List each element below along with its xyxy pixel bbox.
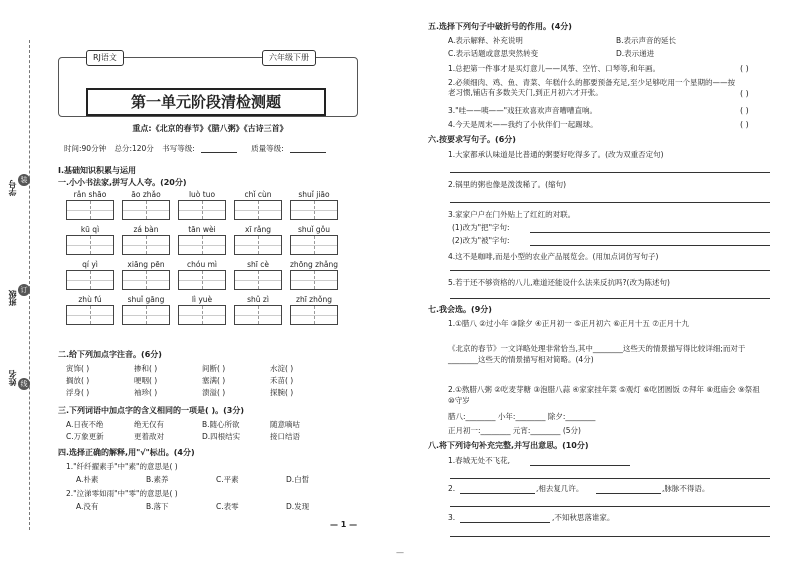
q4-heading: 四.选择正确的解释,用"√"标出。(4分) bbox=[58, 448, 195, 457]
q4-1-option[interactable]: A.朴素 bbox=[76, 475, 99, 484]
char-boxes[interactable] bbox=[234, 270, 282, 290]
writing-grade-field[interactable] bbox=[201, 145, 237, 153]
q5-answer-paren[interactable]: ( ) bbox=[740, 120, 749, 129]
right-page bbox=[420, 0, 794, 562]
pinyin-label: luò tuo bbox=[188, 190, 216, 199]
q3-option-pair: 绝无仅有 bbox=[134, 420, 164, 429]
q2-item[interactable]: 溃溢( ) bbox=[202, 388, 226, 397]
q4-1-question: 1."纤纤擢素手"中"素"的意思是( ) bbox=[66, 462, 178, 471]
q5-answer-paren[interactable]: ( ) bbox=[740, 89, 749, 98]
page-number: — 1 — bbox=[330, 520, 358, 529]
pinyin-label: kū qì bbox=[80, 225, 100, 234]
q4-2-option[interactable]: B.落下 bbox=[146, 502, 169, 511]
q5-item: 4.今天是周末——我约了小伙伴们一起踢球。 bbox=[448, 120, 598, 129]
q8-meaning-line[interactable] bbox=[450, 478, 770, 479]
q4-2-option[interactable]: A.没有 bbox=[76, 502, 99, 511]
q4-1-options bbox=[76, 475, 356, 484]
q6-item: 2.锅里的粥也像是泼泼稀了。(缩句) bbox=[448, 180, 567, 189]
student-no-label: 学号 bbox=[8, 180, 17, 196]
q3-option[interactable]: B.随心所欲 bbox=[202, 420, 240, 429]
q2-items bbox=[66, 364, 338, 397]
q7-fill-2[interactable]: 正月初一:________ 元宵:________ (5分) bbox=[448, 426, 581, 435]
q2-item[interactable]: 哽咽( ) bbox=[134, 376, 158, 385]
q5-option-a: A.表示解释、补充说明 bbox=[448, 36, 523, 45]
time-info: 时间:90分钟 bbox=[64, 144, 107, 153]
pinyin-label: chóu mì bbox=[187, 260, 217, 269]
q8-line-2-mid: ,相去复几许。 bbox=[536, 484, 584, 493]
q2-item[interactable]: 塞满( ) bbox=[202, 376, 226, 385]
char-boxes[interactable] bbox=[122, 270, 170, 290]
char-boxes[interactable] bbox=[290, 235, 338, 255]
q6-item: 1.大家都承认味道是比普通的粥要好吃得多了。(改为双重否定句) bbox=[448, 150, 664, 159]
fold-mark: — bbox=[396, 548, 404, 557]
q7-list-1: 1.①腊八 ②过小年 ③除夕 ④正月初一 ⑤正月初六 ⑥正月十五 ⑦正月十九 bbox=[448, 319, 690, 328]
pinyin-label: shī cè bbox=[247, 260, 269, 269]
q7-list-2: 2.①熬腊八粥 ②吃麦芽糖 ③泡腊八蒜 ④家家挂年菜 ⑤观灯 ⑥吃团圆饭 ⑦拜年 ⑧逛庙会 ⑨祭祖 ⑩守岁 bbox=[448, 385, 760, 406]
q8-line-2-end: ,脉脉不得语。 bbox=[662, 484, 710, 493]
q8-line-1: 1.春城无处不飞花, bbox=[448, 456, 511, 465]
pinyin-label: zhī zhǒng bbox=[296, 295, 332, 304]
q8-blank[interactable] bbox=[460, 493, 535, 494]
binding-dot-bot: 线 bbox=[18, 378, 30, 390]
binding-dot-mid: 订 bbox=[18, 284, 30, 296]
q1-heading: 一.小小书法家,拼写人人夸。(20分) bbox=[58, 178, 187, 187]
q3-options bbox=[66, 420, 338, 441]
q3-option-pair: 更着敌对 bbox=[134, 432, 164, 441]
part1-heading: Ⅰ.基础知识积累与运用 bbox=[58, 166, 137, 175]
q2-item[interactable]: 浮身( ) bbox=[66, 388, 90, 397]
q3-heading: 三.下列词语中加点字的含义相同的一项是( )。(3分) bbox=[58, 406, 245, 415]
pinyin-row bbox=[66, 295, 346, 325]
q2-item[interactable]: 掺和( ) bbox=[134, 364, 158, 373]
q4-1-option[interactable]: B.素养 bbox=[146, 475, 169, 484]
char-boxes[interactable] bbox=[66, 200, 114, 220]
char-boxes[interactable] bbox=[66, 270, 114, 290]
pinyin-grid bbox=[66, 190, 346, 330]
q2-item[interactable]: 探腕( ) bbox=[270, 388, 294, 397]
q8-blank[interactable] bbox=[530, 465, 630, 466]
writing-grade: 书写等级: bbox=[162, 144, 195, 153]
pinyin-label: rǎn shāo bbox=[73, 190, 107, 199]
subject-tag: RJ语文 bbox=[86, 50, 124, 66]
pinyin-label: shǔ zì bbox=[247, 295, 269, 304]
pinyin-row bbox=[66, 260, 346, 290]
q2-item[interactable]: 禾苗( ) bbox=[270, 376, 294, 385]
char-boxes[interactable] bbox=[234, 305, 282, 325]
q3-option-pair: 接口结语 bbox=[270, 432, 300, 441]
class-label: 班级 bbox=[8, 290, 17, 306]
pinyin-label: shuǐ jiāo bbox=[298, 190, 330, 199]
q8-line-3-end: ,不知秋思落谁家。 bbox=[552, 513, 615, 522]
pinyin-label: lì yuè bbox=[191, 295, 213, 304]
q2-item[interactable]: 袖珍( ) bbox=[134, 388, 158, 397]
char-boxes[interactable] bbox=[122, 305, 170, 325]
q5-option-c: C.表示话题或意思突然转变 bbox=[448, 49, 539, 58]
name-label: 姓名 bbox=[8, 370, 17, 386]
char-boxes[interactable] bbox=[178, 305, 226, 325]
pinyin-row bbox=[66, 190, 346, 220]
meta-line bbox=[64, 144, 364, 153]
q5-option-b: B.表示声音的延长 bbox=[616, 36, 677, 45]
char-boxes[interactable] bbox=[234, 200, 282, 220]
pinyin-label: āo zhǎo bbox=[131, 190, 161, 199]
q8-blank[interactable] bbox=[596, 493, 661, 494]
pinyin-label: xiāng pēn bbox=[127, 260, 165, 269]
q2-item[interactable]: 间断( ) bbox=[202, 364, 226, 373]
q6-subitem: (2)改为"被"字句: bbox=[452, 236, 510, 245]
q8-meaning-line[interactable] bbox=[450, 536, 770, 537]
q5-answer-paren[interactable]: ( ) bbox=[740, 106, 749, 115]
q4-2-option[interactable]: D.发现 bbox=[286, 502, 310, 511]
q2-item[interactable]: 搁放( ) bbox=[66, 376, 90, 385]
q2-heading: 二.给下列加点字注音。(6分) bbox=[58, 350, 162, 359]
q4-2-option[interactable]: C.表零 bbox=[216, 502, 239, 511]
pinyin-row bbox=[66, 225, 346, 255]
q5-answer-paren[interactable]: ( ) bbox=[740, 64, 749, 73]
q3-option[interactable]: D.四根结实 bbox=[202, 432, 241, 441]
q8-heading: 八.将下列诗句补充完整,并写出意思。(10分) bbox=[428, 441, 589, 450]
char-boxes[interactable] bbox=[122, 200, 170, 220]
char-boxes[interactable] bbox=[290, 305, 338, 325]
q5-option-d: D.表示递进 bbox=[616, 49, 655, 58]
q4-1-option[interactable]: D.白皙 bbox=[286, 475, 310, 484]
char-boxes[interactable] bbox=[290, 270, 338, 290]
q4-2-options bbox=[76, 502, 356, 511]
q5-item: 1.总把第一件事才是买灯意儿——风筝、空竹、口琴等,和年画。 bbox=[448, 64, 661, 73]
pinyin-label: zhù fú bbox=[78, 295, 102, 304]
binding-dot-top: 装 bbox=[18, 174, 30, 186]
q6-answer-line[interactable] bbox=[450, 298, 770, 299]
q2-item[interactable]: 寅饰( ) bbox=[66, 364, 90, 373]
pinyin-label: shuǐ gǒu bbox=[298, 225, 330, 234]
q4-2-question: 2."泣涕零如雨"中"零"的意思是( ) bbox=[66, 489, 178, 498]
q8-line-2-num: 2. bbox=[448, 484, 456, 493]
score-info: 总分:120分 bbox=[114, 144, 154, 153]
q6-subitem: (1)改为"把"字句: bbox=[452, 223, 510, 232]
q2-item[interactable]: 水淀( ) bbox=[270, 364, 294, 373]
binding-strip bbox=[6, 40, 30, 530]
pinyin-label: shuǐ gāng bbox=[127, 295, 165, 304]
q6-item: 3.家家户户在门外贴上了红红的对联。 bbox=[448, 210, 576, 219]
q8-blank[interactable] bbox=[460, 522, 550, 523]
quality-grade: 质量等级: bbox=[251, 144, 284, 153]
q6-answer-line[interactable] bbox=[530, 245, 770, 246]
q6-answer-line[interactable] bbox=[450, 270, 770, 271]
q6-heading: 六.按要求写句子。(6分) bbox=[428, 135, 516, 144]
q8-line-3-num: 3. bbox=[448, 513, 456, 522]
q6-answer-line[interactable] bbox=[450, 172, 770, 173]
q8-meaning-line[interactable] bbox=[450, 506, 770, 507]
q6-answer-line[interactable] bbox=[530, 232, 770, 233]
char-boxes[interactable] bbox=[66, 305, 114, 325]
pinyin-label: zhōng zhǎng bbox=[290, 260, 338, 269]
q7-heading: 七.我会选。(9分) bbox=[428, 305, 492, 314]
q4-1-option[interactable]: C.平素 bbox=[216, 475, 239, 484]
pinyin-label: zá bàn bbox=[133, 225, 159, 234]
quality-grade-field[interactable] bbox=[290, 145, 326, 153]
pinyin-label: chǐ cùn bbox=[244, 190, 272, 199]
pinyin-label: qí yì bbox=[82, 260, 98, 269]
q7-text-1[interactable]: 《北京的春节》一文详略处理非常恰当,其中________这些天的情景描写得比较详细;而对于________这些天的情景描写相对简略。(4分) bbox=[448, 344, 746, 364]
char-boxes[interactable] bbox=[234, 235, 282, 255]
q5-item: 3."哇——咦——"戏狂欢喜欢声音嘈嘈直响。 bbox=[448, 106, 598, 115]
page-title: 第一单元阶段清检测题 bbox=[86, 88, 326, 116]
char-boxes[interactable] bbox=[66, 235, 114, 255]
q5-item: 2.必须细肉、鸡、鱼、青菜、年糕什么的都要预备充足,至少足够吃用一个星期的——按老习惯,铺店有多数关天门,到正月初六才开张。 bbox=[448, 78, 736, 98]
q6-item: 5.若于还不够资格的八儿,难道还能设什么法来反抗吗?(改为陈述句) bbox=[448, 278, 670, 287]
q3-option-pair: 随意嘀咕 bbox=[270, 420, 300, 429]
q7-fill-1[interactable]: 腊八:________ 小年:________ 除夕:________ bbox=[448, 412, 596, 421]
char-boxes[interactable] bbox=[290, 200, 338, 220]
grade-tag: 六年级下册 bbox=[262, 50, 316, 66]
q6-answer-line[interactable] bbox=[450, 202, 770, 203]
q3-option[interactable]: C.万象更新 bbox=[66, 432, 104, 441]
pinyin-label: xī rǎng bbox=[244, 225, 272, 234]
char-boxes[interactable] bbox=[178, 270, 226, 290]
char-boxes[interactable] bbox=[178, 235, 226, 255]
q5-heading: 五.选择下列句子中破折号的作用。(4分) bbox=[428, 22, 572, 31]
pinyin-label: tān wèi bbox=[188, 225, 216, 234]
focus-line: 重点:《北京的春节》《腊八粥》《古诗三首》 bbox=[132, 124, 288, 133]
q6-item: 4.这不是咖啡,而是小型的农业产品展览会。(用加点词仿写句子) bbox=[448, 252, 659, 261]
char-boxes[interactable] bbox=[122, 235, 170, 255]
q3-option[interactable]: A.日夜不绝 bbox=[66, 420, 104, 429]
char-boxes[interactable] bbox=[178, 200, 226, 220]
